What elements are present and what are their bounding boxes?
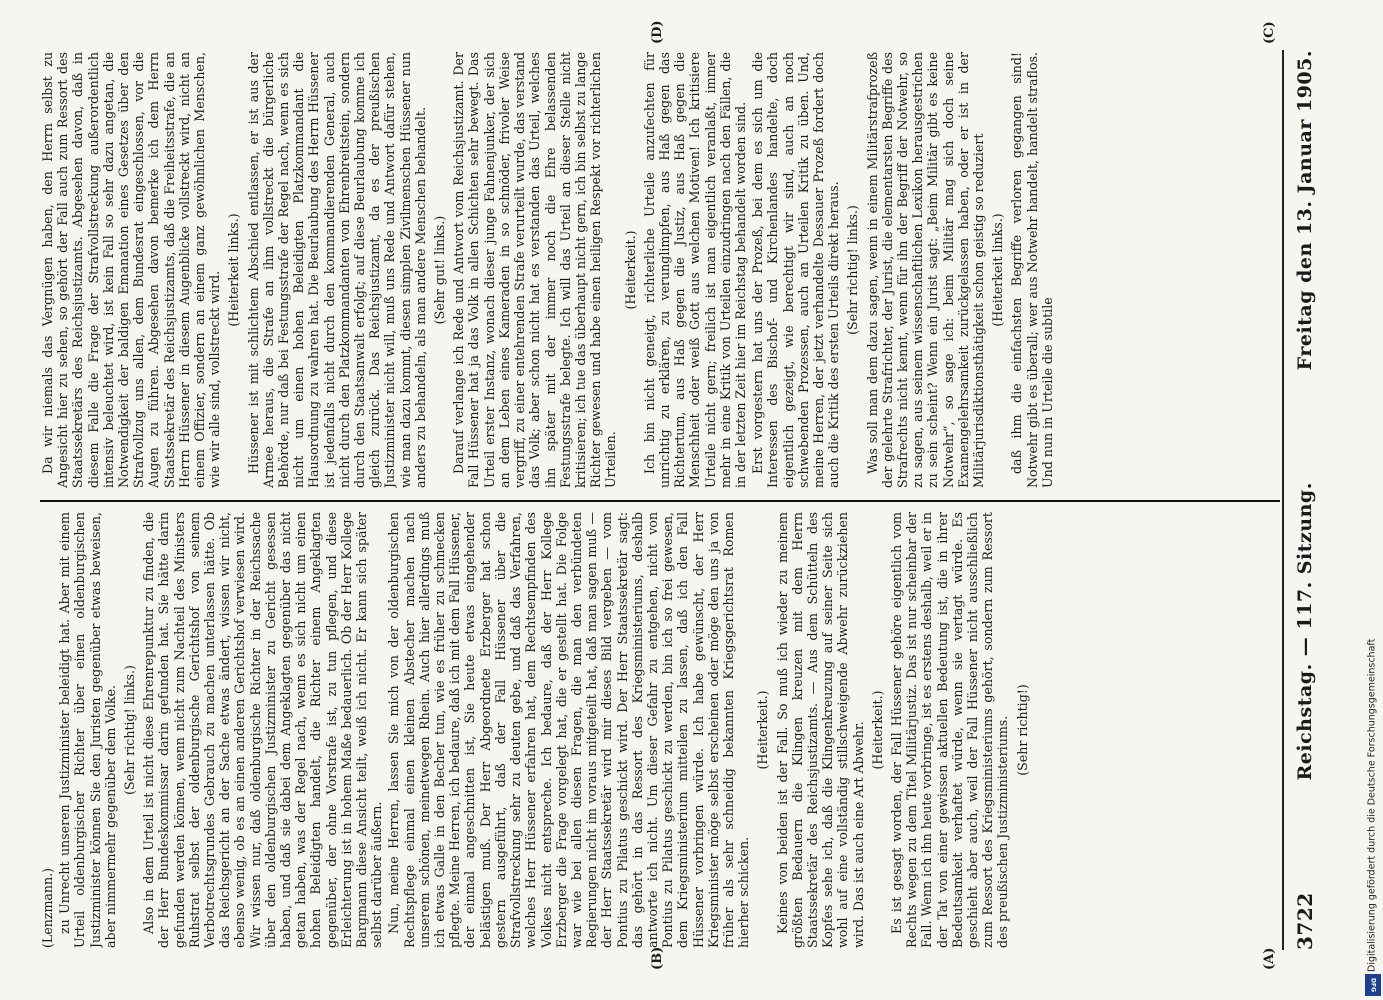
paragraph: Ich bin nicht geneigt, richterliche Urteile anzufechten für unrichtig zu erklären, zu verunglimpfen, aus Haß gegen das Richtertum, aus Haß gegen die Justiz, aus Haß gegen die Menschheit oder weiß Gott aus welchen Motiven! Ich kritisiere Urteile nicht gern; freilich ist man eigentlich veranlaßt, immer mehr in eine Kritik von Urteilen einzudringen nach den Fällen, die in der letzten Zeit hier im Reichstag behandelt worden sind. (641, 52, 748, 488)
paragraph: Erst vorgestern hat uns der Prozeß, bei dem es sich um die Interessen des Bischof- und Kirchenlandes handelte, doch eigentlich gezeigt, wie berechtigt wir sind, auch an noch schwebenden Prozessen, auch an Urteilen Kritik zu üben. Und, meine Herren, der jetzt verhandelte Dessauer Prozeß fordert doch auch die Kritik des ersten Urteils direkt heraus. (750, 52, 842, 488)
paragraph: (Heiterkeit links.) (226, 213, 242, 327)
paragraph: (Heiterkeit.) (622, 230, 638, 310)
speaker-name: (Lenzmann.) (40, 867, 55, 948)
paragraph: (Heiterkeit.) (869, 690, 885, 770)
left-column (40, 512, 1280, 948)
paragraph: (Heiterkeit links.) (990, 213, 1006, 327)
paragraph: (Sehr gut! links.) (432, 215, 448, 325)
paragraph: Darauf verlange ich Rede und Antwort vom Reichsjustizamt. Der Fall Hüssener hat ja das Volk in allen Schichten sehr bewegt. Das Urteil erster Instanz, wonach dieser junge Fahnenjunker, der sich an dem Leben eines Kameraden in so schnöder, frivoler Weise vergriff, zu einer entehrenden Strafe verurteilt wurde, das verstand das Volk; aber schon nicht hat es verstanden das Urteil, welches ihn später mit der immer noch die Ehre belassenden Festungsstrafe belegte. Ich will das Urteil an dieser Stelle nicht kritisieren; ich tue das überhaupt nicht gern, ich bin selbst zu lange Richter gewesen und habe einen heiligen Respekt vor richterlichen Urteilen. (451, 52, 619, 488)
paragraph: Hüssener ist mit schlichtem Abschied entlassen, er ist aus der Armee heraus, die Strafe an ihm vollstreckt die bürgerliche Behörde, nur daß bei Festungsstrafe der Regel nach, wenn es sich nicht um einen hohen Beleidigten Platzkommandant die Hausordnung zu wahren hat. Die Beurlaubung des Herrn Hüssener ist jedenfalls nicht durch den kommandierenden General, auch nicht durch den Platzkommandanten von Ehrenbreitstein, sondern durch den Staatsanwalt erfolgt; auf diese Beurlaubung komme ich gleich zurück. Das Reichsjustizamt, da es der preußischen Justizminister nicht will, muß uns Rede und Antwort dafür stehen, wie man dazu kommt, diesen simplen Zivilmenschen Hüssener nun anders zu behandeln, als man andere Menschen behandelt. (245, 52, 428, 488)
paragraph: Was soll man dem dazu sagen, wenn in einem Militärstrafprozeß der gelehrte Strafrichter, der Jurist, die elementarsten Begriffe des Strafrechts nicht kennt, wenn für ihn der Begriff der Notwehr, so zu sagen, aus seinem wissenschaftlichen Lexikon herausgestrichen zu sein scheint? Wenn ein Jurist sagt: „Beim Militär gibt es keine Notwehr“, so sage ich: beim Militär mag sich doch seine Examengelehrsamkeit zurückgelassen haben, oder er ist in der Militärjurisdiktionsthätigkeit schon geistig so reduziert (864, 52, 986, 488)
margin-mark-c: (C) (1262, 21, 1277, 44)
margin-mark-d: (D) (650, 20, 665, 44)
paragraph: Also in dem Urteil ist nicht diese Ehrenrepunktur zu finden, die der Herr Bundeskommissar darin gefunden hat. Sie hätte darin gefunden werden können, wenn nicht zum Nachteil des Ministers Ruhstrat selbst der oldenburgische Gerichtshof von seinem Verbotrechtsgrundes Gebrauch zu machen unterlassen hätte. Ob das Reichsgericht an der Sache etwas ändert, wissen wir nicht, ebenso wenig, ob es an einen anderen Gerichtshof verwiesen wird. Wir wissen nur, daß oldenburgische Richter in der Reichssache über den oldenburgischen Justizminister zu Gericht gesessen haben, und daß sie dabei dem Angeklagten gegenüber das nicht getan haben, was der Regel nach, wenn es sich nicht um einen hohen Beleidigten handelt, die Richter einem Angeklagten gegenüber, der ohne Vorstrafe ist, zu tun pflegen, und diese Erleichterung ist in hohem Maße bedauerlich. Ob der Herr Kollege Bargmann diese Ansicht teilt, weiß ich nicht. Er kann sich später selbst darüber äußern. (141, 512, 385, 948)
paragraph: daß ihm die einfachsten Begriffe verloren gegangen sind! Notwehr gibt es überall; wer aus Notwehr handelt, handelt straflos. Und nun in Urteile die subtile (1009, 52, 1055, 488)
digitization-credit: Digitalisierung gefördert durch die Deutsche Forschungsgemeinschaft (1366, 638, 1377, 972)
page-date: Freitag den 13. Januar 1905. (1294, 50, 1316, 371)
page-header (1290, 50, 1320, 950)
header-rule (1282, 50, 1284, 950)
paragraph: Da wir niemals das Vergnügen haben, den Herrn selbst zu Angesicht hier zu sehen, so gehört der Fall auch zum Ressort des Staatssekretärs des Reichsjustizamts. Abgesehen davon, daß in diesem Falle die Frage der Strafvollstreckung außerordentlich intensiv beleuchtet wird, ist kein Fall so sehr dazu angetan, die Notwendigkeit der baldigen Emanation eines Gesetzes über den Strafvollzug uns allen, dem Bundesrat eingeschlossen, vor die Augen zu führen. Abgesehen davon bemerke ich dem Herrn Staatssekretär des Reichsjustizamts, daß die Freiheitsstrafe, die an Herrn Hüssener in diesem Augenblicke vollstreckt wird, nicht an einem Offizier, sondern an einem ganz gewöhnlichen Menschen, wie wir alle sind, vollstreckt wird. (40, 52, 223, 488)
margin-mark-b: (B) (650, 946, 665, 970)
dfg-logo: DFG (1365, 974, 1381, 996)
paragraph: Keines von beiden ist der Fall. So muß ich wieder zu meinem größten Bedauern die Klingen kreuzen mit dem Herrn Staatssekretär des Reichsjustizamts. — Aus dem Schütteln des Kopfes sehe ich, daß die Klingenkreuzung auf seiner Seite sich wohl auf eine vollständig stillschweigende Abwehr zurückziehen wird. Das ist auch eine Art Abwehr. (774, 512, 866, 948)
paragraph: Es ist gesagt worden, der Fall Hüssener gehöre eigentlich vom Rechts wegen zu dem Titel Militärjustiz. Das ist nur scheinbar der Fall. Wenn ich ihn heute vorbringe, ist es erstens deshalb, weil er in der Tat von einer gewissen aktuellen Bedeutung ist, die in ihrer Bedeutsamkeit verhaftet würde, wenn sie vertagt würde. Es geschieht aber auch, weil der Fall Hüssener nicht ausschließlich zum Ressort des Kriegsministeriums gehört, sondern zum Ressort des preußischen Justizministeriums. (888, 512, 1011, 948)
column-divider (40, 500, 1280, 502)
right-column (40, 52, 1280, 488)
page-number: 3722 (1293, 892, 1317, 950)
paragraph: Nun, meine Herren, lassen Sie mich von der oldenburgischen Rechtspflege einmal einen kleinen Abstecher machen nach unserem schönen, meinetwegen Rhein. Auch hier allerdings muß ich etwas Galle in den Becher tun, wie es früher zu schmecken pflegte. Meine Herren, ich bedaure, daß ich mit dem Fall Hüssener, der einmal angeschnitten ist, Sie heute etwas eingehender belästigen muß. Der Herr Abgeordnete Erzberger hat schon gestern ausgeführt, daß der Fall Hüssener über die Strafvollstreckung sehr zu deuten gebe, und daß das Verfahren, welches Herr Hüssener erfahren hat, dem Rechtsempfinden des Volkes nicht entspreche. Ich bedaure, daß der Herr Kollege Erzberger die Frage vorgelegt hat, die er gestellt hat. Die Folge war wie bei allen diesen Fragen, die man den verbündeten Regierungen nicht im voraus mitgeteilt hat, daß man sagen muß — der Herr Staatssekretär wird mir dieses Bild vergeben — vom Pontius zu Pilatus geschickt wird. Der Herr Staatssekretär sagt: das gehört in das Ressort des Kriegsministeriums, deshalb antworte ich nicht. Um dieser Gefahr zu entgehen, nicht von Pontius zu Pilatus geschickt zu werden, bin ich so frei gewesen, dem Kriegsministerium mitteilen zu lassen, daß ich den Fall Hüssener vorbringen würde. Ich habe gewünscht, der Herr Kriegsminister möge selbst erscheinen oder möge den uns ja von früher als sehr schneidig bekannten Kriegsgerichtsrat Romen hierher schicken. (386, 512, 752, 948)
margin-mark-a: (A) (1262, 947, 1277, 970)
paragraph: (Sehr richtig! links.) (122, 665, 138, 795)
paragraph: (Sehr richtig! links.) (845, 205, 861, 335)
paragraph: (Heiterkeit.) (755, 690, 771, 770)
paragraph: zu Unrecht unseren Justizminister beleidigt hat. Aber mit einem Urteil oldenburgischer Richter über einen oldenburgischen Justizminister können Sie den Juristen gegenüber etwas beweisen, aber nimmermehr gegenüber dem Volke. (57, 512, 118, 948)
paragraph: (Sehr richtig!) (1014, 684, 1030, 776)
page-title: Reichstag. — 117. Sitzung. (1294, 482, 1316, 781)
